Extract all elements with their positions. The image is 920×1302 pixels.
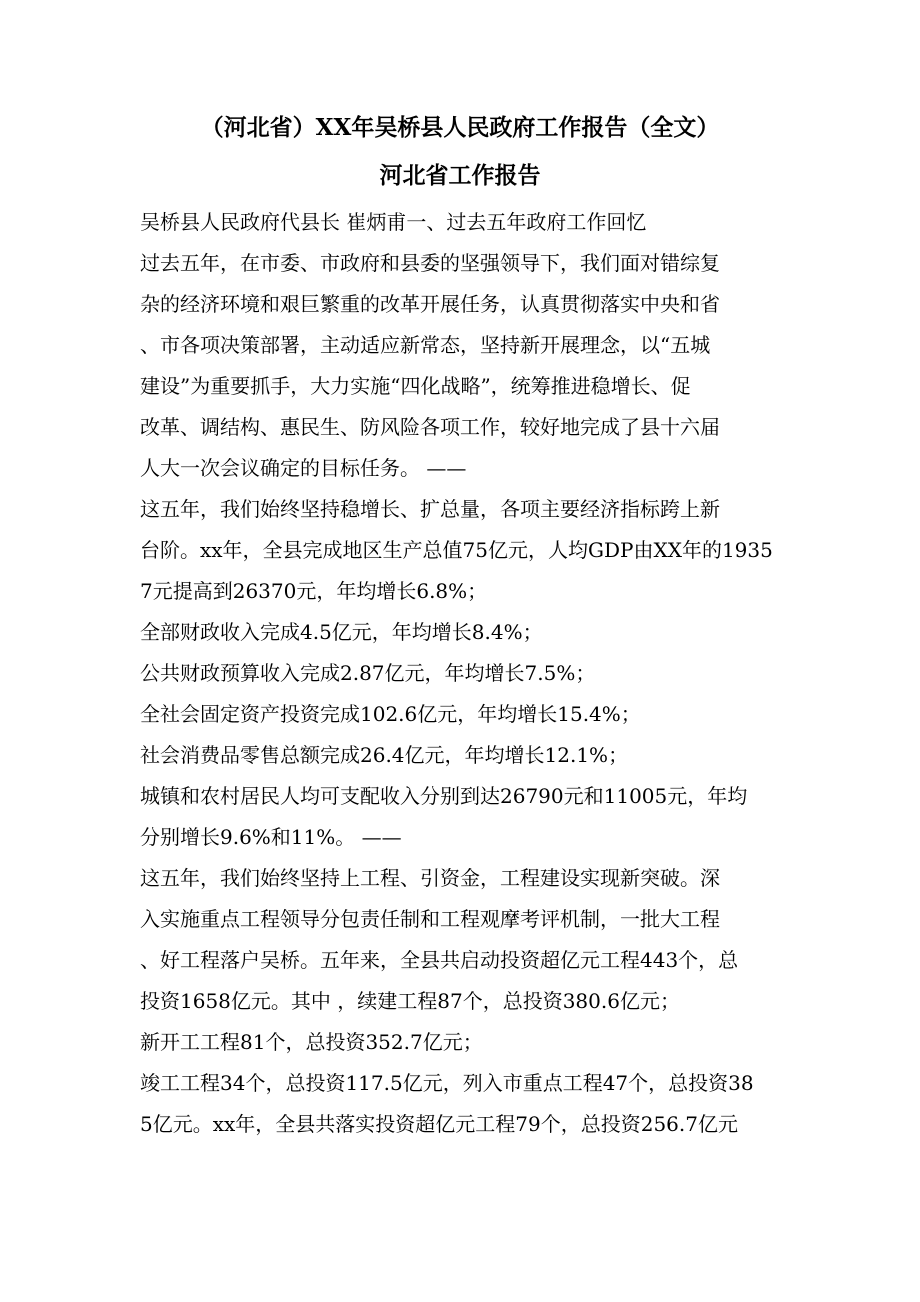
text-line: 全部财政收入完成4.5亿元，年均增长8.4%；: [140, 620, 543, 644]
text-line: 杂的经济环境和艰巨繁重的改革开展任务，认真贯彻落实中央和省: [140, 292, 720, 316]
text-line: 入实施重点工程领导分包责任制和工程观摩考评机制，一批大工程: [140, 907, 720, 931]
text-line: 人大一次会议确定的目标任务。 ——: [140, 456, 467, 480]
text-line: 7元提高到26370元，年均增长6.8%；: [140, 579, 488, 603]
text-line: 5亿元。xx年，全县共落实投资超亿元工程79个，总投资256.7亿元: [140, 1112, 738, 1136]
text-line: 这五年，我们始终坚持上工程、引资金，工程建设实现新突破。深: [140, 866, 720, 890]
text-line: 台阶。xx年，全县完成地区生产总值75亿元，人均GDP由XX年的1935: [140, 538, 773, 562]
text-line: 竣工工程34个，总投资117.5亿元，列入市重点工程47个，总投资38: [140, 1071, 754, 1095]
text-line: 公共财政预算收入完成2.87亿元，年均增长7.5%；: [140, 661, 596, 685]
text-line: 社会消费品零售总额完成26.4亿元，年均增长12.1%；: [140, 743, 629, 767]
text-line: 城镇和农村居民人均可支配收入分别到达26790元和11005元，年均: [140, 784, 748, 808]
document-body: [140, 202, 790, 1145]
text-line: 过去五年，在市委、市政府和县委的坚强领导下，我们面对错综复: [140, 251, 720, 275]
text-line: 吴桥县人民政府代县长 崔炳甫一、过去五年政府工作回忆: [140, 210, 647, 234]
document-subtitle: 河北省工作报告: [379, 162, 541, 189]
text-line: 建设”为重要抓手，大力实施“四化战略”，统筹推进稳增长、促: [140, 374, 691, 398]
text-line: 新开工工程81个，总投资352.7亿元；: [140, 1030, 483, 1054]
text-line: 、好工程落户吴桥。五年来，全县共启动投资超亿元工程443个，总: [140, 948, 739, 972]
text-line: 投资1658亿元。其中 ，续建工程87个，总投资380.6亿元；: [140, 989, 680, 1013]
text-line: 分别增长9.6%和11%。 ——: [140, 825, 402, 849]
text-line: 改革、调结构、惠民生、防风险各项工作，较好地完成了县十六届: [140, 415, 720, 439]
document-title: （河北省）XX年吴桥县人民政府工作报告（全文）: [200, 114, 720, 141]
text-line: 全社会固定资产投资完成102.6亿元，年均增长15.4%；: [140, 702, 641, 726]
text-line: 这五年，我们始终坚持稳增长、扩总量，各项主要经济指标跨上新: [140, 497, 720, 521]
text-line: 、市各项决策部署，主动适应新常态，坚持新开展理念，以“五城: [140, 333, 711, 357]
